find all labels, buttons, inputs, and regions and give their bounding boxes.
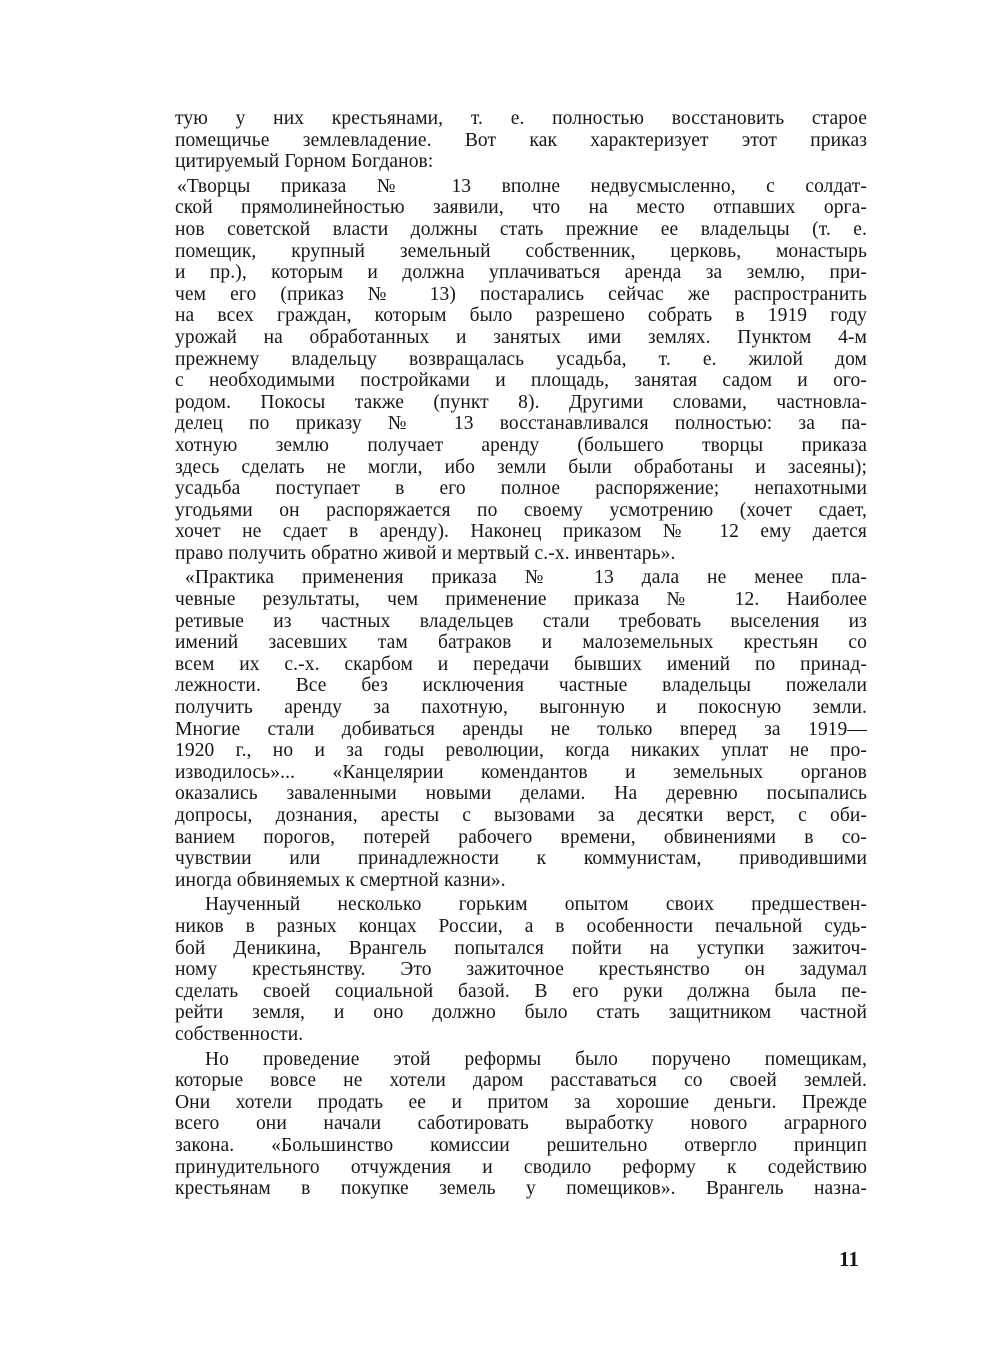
text-line: помещичье землевладение. Вот как характеризует этот приказ bbox=[175, 129, 867, 151]
text-line: 1920 г., но и за годы революции, когда никаких уплат не про- bbox=[175, 740, 867, 762]
text-line: получить аренду за пахотную, выгонную и покосную земли. bbox=[175, 697, 867, 719]
text-line: принудительного отчуждения и сводило реформу к содействию bbox=[175, 1156, 867, 1178]
text-line: чевные результаты, чем применение приказа № 12. Наиболее bbox=[175, 589, 867, 611]
text-line: оказались заваленными новыми делами. На деревню посыпались bbox=[175, 783, 867, 805]
text-line: «Практика применения приказа № 13 дала не менее пла- bbox=[185, 567, 867, 589]
text-line: Наученный несколько горьким опытом своих предшествен- bbox=[205, 894, 867, 916]
text-line: ному крестьянству. Это зажиточное крестьянство он задумал bbox=[175, 959, 867, 981]
text-line: Многие стали добиваться аренды не только вперед за 1919— bbox=[175, 718, 867, 740]
text-line: изводилось»... «Канцелярии комендантов и земельных органов bbox=[175, 761, 867, 783]
text-line: делец по приказу № 13 восстанавливался полностью: за па- bbox=[175, 413, 867, 435]
text-line: Они хотели продать ее и притом за хорошие деньги. Прежде bbox=[175, 1091, 867, 1113]
text-line: здесь сделать не могли, ибо земли были обработаны и засеяны); bbox=[175, 456, 867, 478]
text-line: прежнему владельцу возвращалась усадьба, т. е. жилой дом bbox=[175, 348, 867, 370]
paragraph bbox=[175, 176, 867, 565]
text-line: собственности. bbox=[175, 1023, 304, 1045]
text-line: чем его (приказ № 13) постарались сейчас же распространить bbox=[175, 283, 867, 305]
text-line: ретивые из частных владельцев стали требовать выселения из bbox=[175, 610, 867, 632]
text-line: чувствии или принадлежности к коммунистам, приводившими bbox=[175, 848, 867, 870]
paragraph bbox=[175, 1049, 867, 1200]
text-line: допросы, дознания, аресты с вызовами за десятки верст, с оби- bbox=[175, 805, 867, 826]
text-line: хочет не сдает в аренду). Наконец приказом № 12 ему дается bbox=[175, 521, 867, 543]
text-line: рейти земля, и оно должно было стать защитником частной bbox=[175, 1002, 867, 1024]
text-line: нов советской власти должны стать прежние ее владельцы (т. е. bbox=[175, 218, 867, 240]
text-line: ванием порогов, потерей рабочего времени, обвинениями в со- bbox=[175, 826, 867, 848]
text-line: крестьянам в покупке земель у помещиков». Врангель назна- bbox=[175, 1178, 867, 1200]
text-line: цитируемый Горном Богданов: bbox=[175, 151, 434, 173]
text-line: и пр.), которым и должна уплачиваться аренда за землю, при- bbox=[175, 262, 867, 284]
text-line: иногда обвиняемых к смертной казни». bbox=[175, 869, 506, 891]
text-line: на всех граждан, которым было разрешено собрать в 1919 году bbox=[175, 305, 867, 327]
paragraph bbox=[175, 894, 867, 1045]
text-line: родом. Покосы также (пункт 8). Другими словами, частновла- bbox=[175, 391, 867, 413]
page-number: 11 bbox=[839, 1247, 859, 1271]
text-line: всего они начали саботировать выработку нового аграрного bbox=[175, 1113, 867, 1135]
text-line: угодьями он распоряжается по своему усмотрению (хочет сдает, bbox=[175, 499, 867, 521]
body-text bbox=[175, 108, 867, 1200]
text-line: имений засевших там батраков и малоземельных крестьян со bbox=[175, 632, 867, 654]
text-line: усадьба поступает в его полное распоряжение; непахотными bbox=[175, 478, 867, 500]
text-line: ников в разных концах России, а в особенности печальной судь- bbox=[175, 915, 867, 937]
text-line: сделать своей социальной базой. В его руки должна была пе- bbox=[175, 980, 867, 1002]
text-line: которые вовсе не хотели даром расставаться со своей землей. bbox=[175, 1070, 867, 1092]
text-line: урожай на обработанных и занятых ими землях. Пунктом 4-м bbox=[175, 326, 867, 348]
text-line: помещик, крупный земельный собственник, церковь, монастырь bbox=[175, 240, 867, 262]
text-line: тую у них крестьянами, т. е. полностью восстановить старое bbox=[175, 108, 867, 129]
text-line: Но проведение этой реформы было поручено помещикам, bbox=[205, 1048, 867, 1070]
paragraph bbox=[175, 108, 867, 173]
text-line: всем их с.-х. скарбом и передачи бывших имений по принад- bbox=[175, 653, 867, 675]
text-line: с необходимыми постройками и площадь, занятая садом и ого- bbox=[175, 370, 867, 392]
text-line: право получить обратно живой и мертвый с.-х. инвентарь». bbox=[175, 542, 676, 564]
text-line: хотную землю получает аренду (большего творцы приказа bbox=[175, 434, 867, 456]
text-line: бой Деникина, Врангель попытался пойти на уступки зажиточ- bbox=[175, 937, 867, 959]
text-line: «Творцы приказа № 13 вполне недвусмысленно, с солдат- bbox=[177, 175, 867, 197]
paragraph bbox=[175, 567, 867, 891]
text-line: ской прямолинейностью заявили, что на место отпавших орга- bbox=[175, 197, 867, 219]
text-line: лежности. Все без исключения частные владельцы пожелали bbox=[175, 675, 867, 697]
text-line: закона. «Большинство комиссии решительно отвергло принцип bbox=[175, 1134, 867, 1156]
